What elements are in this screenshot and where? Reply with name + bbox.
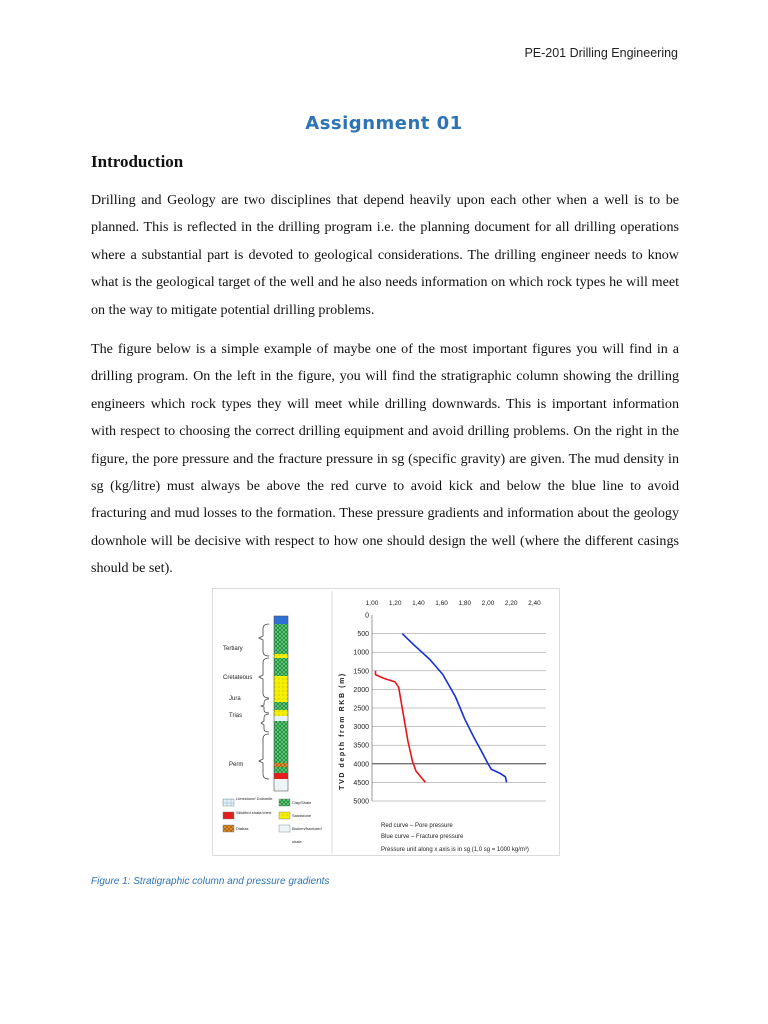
rock-legend — [223, 796, 322, 844]
legend-sandstone: Sandstone — [292, 813, 312, 818]
figure-canvas — [213, 589, 559, 855]
x-tick-2-00: 2,00 — [481, 600, 495, 607]
x-tick-1-80: 1,80 — [458, 600, 472, 607]
y-tick-4500: 4500 — [353, 779, 369, 787]
x-tick-1-40: 1,40 — [412, 600, 425, 607]
note-blue-curve: Blue curve – Fracture pressure — [381, 834, 464, 840]
legend-swatch-sandstone — [279, 812, 290, 819]
layer-sand-1 — [274, 654, 288, 658]
y-tick-5000: 5000 — [353, 798, 369, 806]
legend-swatch-diabas — [223, 825, 234, 832]
label-jura: Jura — [229, 696, 241, 702]
x-tick-1-60: 1,60 — [435, 600, 448, 607]
brace-perm — [259, 734, 269, 779]
y-tick-3000: 3000 — [353, 724, 369, 732]
x-tick-2-20: 2,20 — [504, 600, 518, 607]
legend-swatch-silicified — [223, 812, 234, 819]
legend-swatch-broken — [279, 825, 290, 832]
layer-clay-3 — [274, 702, 288, 710]
y-axis-label: TVD depth from RKB (m) — [339, 672, 346, 790]
paragraph-intro: Drilling and Geology are two disciplines that depend heavily upon each other when a well is to be planned. This is reflected in the drilling program i.e. the planning document for all drilling operations where a substantial part is devoted to geological considerations. The drilling engineer needs to know what is the geological target of the well and he also needs information on which rock types he will meet on the way to mitigate potential drilling problems. — [91, 192, 679, 318]
y-tick-labels — [353, 613, 369, 806]
layer-clay-1 — [274, 624, 288, 654]
legend-swatch-clay — [279, 799, 290, 806]
y-tick-1500: 1500 — [353, 668, 369, 676]
layer-sand-2 — [274, 676, 288, 702]
legend-diabas: Diabas — [236, 826, 249, 831]
layer-clay-4 — [274, 721, 288, 763]
layer-diabas — [274, 763, 288, 767]
label-tertiary: Tertiary — [223, 646, 243, 652]
y-tick-500: 500 — [357, 631, 369, 639]
note-pressure-unit: Pressure unit along x axis is in sg (1,0 sg = 1000 kg/m³) — [381, 847, 529, 853]
layer-clay-5 — [274, 767, 288, 773]
stratigraphic-column — [223, 616, 288, 791]
layer-chert — [274, 773, 288, 779]
layer-broken-1 — [274, 716, 288, 721]
layer-broken-2 — [274, 779, 288, 791]
paragraph-figure-description: The figure below is a simple example of maybe one of the most important figures you will find in a drilling program. On the left in the figure, you will find the stratigraphic column showing the drilling engineers which rock types they will meet while drilling downwards. This is important information with respect to choosing the correct drilling equipment and avoid drilling problems. On the right in the figure, the pore pressure and the fracture pressure in sg (specific gravity) are given. The mud density in sg (kg/litre) must always be above the red curve to avoid kick and below the blue line to avoid fracturing and mud losses to the formation. These pressure gradients and information about the geology downhole will be decisive with respect to how one should design the well (where the different casings should be set). — [91, 341, 679, 577]
legend-broken: Broken/fractured — [292, 826, 322, 831]
layer-clay-2 — [274, 658, 288, 676]
brace-tertiary — [259, 624, 269, 656]
legend-dolomite: Limestone/ Dolomite — [236, 796, 273, 801]
x-tick-labels — [366, 600, 541, 607]
layer-dolomite-top — [274, 616, 288, 624]
section-heading: Introduction — [91, 152, 184, 171]
brace-trias — [261, 714, 269, 732]
note-red-curve: Red curve – Pore pressure — [381, 823, 453, 829]
label-perm: Perm — [229, 762, 244, 768]
y-tick-2500: 2500 — [353, 705, 369, 713]
x-tick-1-00: 1,00 — [365, 600, 379, 607]
legend-clay: Clay/Shale — [292, 800, 312, 805]
page-header: PE-201 Drilling Engineering — [524, 46, 678, 60]
label-cretateous: Cretateous — [223, 675, 253, 681]
figure-caption: Figure 1: Stratigraphic column and pressure gradients — [91, 876, 330, 887]
x-tick-1-20: 1,20 — [388, 600, 402, 607]
assignment-title: Assignment 01 — [305, 113, 463, 134]
legend-broken-shale: shale — [292, 839, 302, 844]
legend-swatch-dolomite — [223, 799, 234, 806]
y-tick-1000: 1000 — [353, 649, 369, 657]
layer-sand-3 — [274, 710, 288, 716]
figure-stratigraphy-pressure — [212, 588, 560, 856]
pressure-chart — [339, 600, 546, 806]
legend-silicified: Silicified shale/chert — [236, 810, 272, 815]
y-tick-3500: 3500 — [353, 742, 369, 750]
y-tick-2000: 2000 — [353, 686, 369, 694]
chart-notes — [381, 823, 529, 853]
brace-cretateous — [259, 658, 269, 698]
chart-grid — [372, 615, 546, 801]
brace-jura — [261, 699, 269, 713]
label-trias: Trias — [229, 713, 243, 719]
x-tick-2-40: 2,40 — [528, 600, 541, 607]
y-tick-0: 0 — [365, 612, 369, 620]
y-tick-4000: 4000 — [353, 761, 369, 769]
